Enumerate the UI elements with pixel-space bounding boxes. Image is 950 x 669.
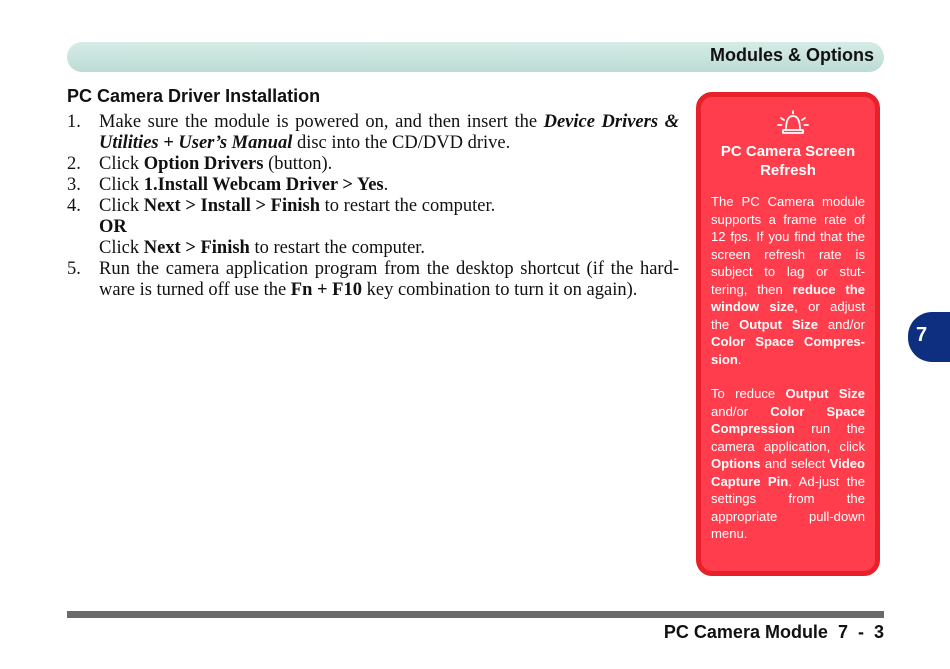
step-number: 5. [67,259,81,279]
step-emphasis: Option Drivers [143,154,264,174]
sidebar-emphasis: Video Capture Pin [711,456,865,489]
header-title: Modules & Options [710,45,874,65]
step-text: Click [99,175,144,195]
sidebar-text: . [737,351,742,367]
list-item [67,196,679,259]
list-item [67,259,679,301]
sidebar-emphasis: Options [711,456,761,471]
alert-bell-icon [775,109,811,139]
footer [664,622,884,643]
sidebar-emphasis: reduce the window size [711,281,866,314]
step-text: disc into the CD/DVD drive. [292,133,511,153]
list-item [67,154,679,175]
page-number: 7 - 3 [837,622,884,642]
step-text: Click [99,154,144,174]
sidebar-text: To reduce [711,386,786,401]
chapter-tab[interactable] [908,312,950,362]
step-text: . [383,175,389,195]
step-emphasis: 1.Install Webcam Driver > Yes [143,175,384,195]
sidebar-emphasis: Output Size [785,386,865,401]
step-text: Make sure the module is powered on, and then insert the [99,112,544,132]
step-text: Click [99,196,144,216]
sidebar-title: PC Camera Screen Refresh [720,143,856,179]
step-emphasis: Fn + F10 [290,280,362,300]
sidebar-paragraph [711,385,865,543]
sidebar-text: and/or [711,403,771,419]
sidebar-text: . Ad-just the settings from the appropriate pull-down menu. [711,473,865,541]
chapter-number: 7 [916,324,928,346]
step-text: to restart the computer. [320,196,496,216]
disc-name: Device Drivers & Utilities + User’s Manual [99,112,679,153]
sidebar-text: and/or [818,316,865,332]
step-emphasis: Next > Install > Finish [143,196,321,216]
step-text: key combination to turn it on again). [361,280,638,300]
step-text: Click [99,238,144,258]
sidebar-text: run the camera application, click [711,421,865,454]
footer-rule [67,611,884,618]
step-number: 2. [67,154,81,174]
step-emphasis: Next > Finish [143,238,250,258]
sidebar-text: The PC Camera module supports a frame rate of 12 fps. If you find that the screen refresh rate is subject to lag or stut-tering, then [711,194,865,297]
step-number: 3. [67,175,81,195]
step-number: 1. [67,112,81,132]
steps-list [67,112,679,301]
list-item [67,175,679,196]
list-item [67,112,679,154]
sidebar-text: and select [760,456,830,471]
sidebar-emphasis: Color Space Compres-sion [711,334,865,367]
sidebar-note [696,92,880,576]
sidebar-emphasis: Output Size [739,316,819,332]
step-text: (button). [263,154,333,174]
sidebar-text: , or adjust the [711,299,865,332]
footer-title: PC Camera Module [663,622,828,642]
sidebar-emphasis: Color Space Compression [711,403,866,436]
step-number: 4. [67,196,81,216]
section-title: PC Camera Driver Installation [67,86,321,106]
header-bar [67,42,884,72]
step-text: Run the camera application program from the desktop shortcut (if the hard-ware is turned off use the [99,259,679,300]
sidebar-paragraph [711,193,865,368]
step-text: to restart the computer. [249,238,426,258]
step-or: OR [99,217,127,237]
